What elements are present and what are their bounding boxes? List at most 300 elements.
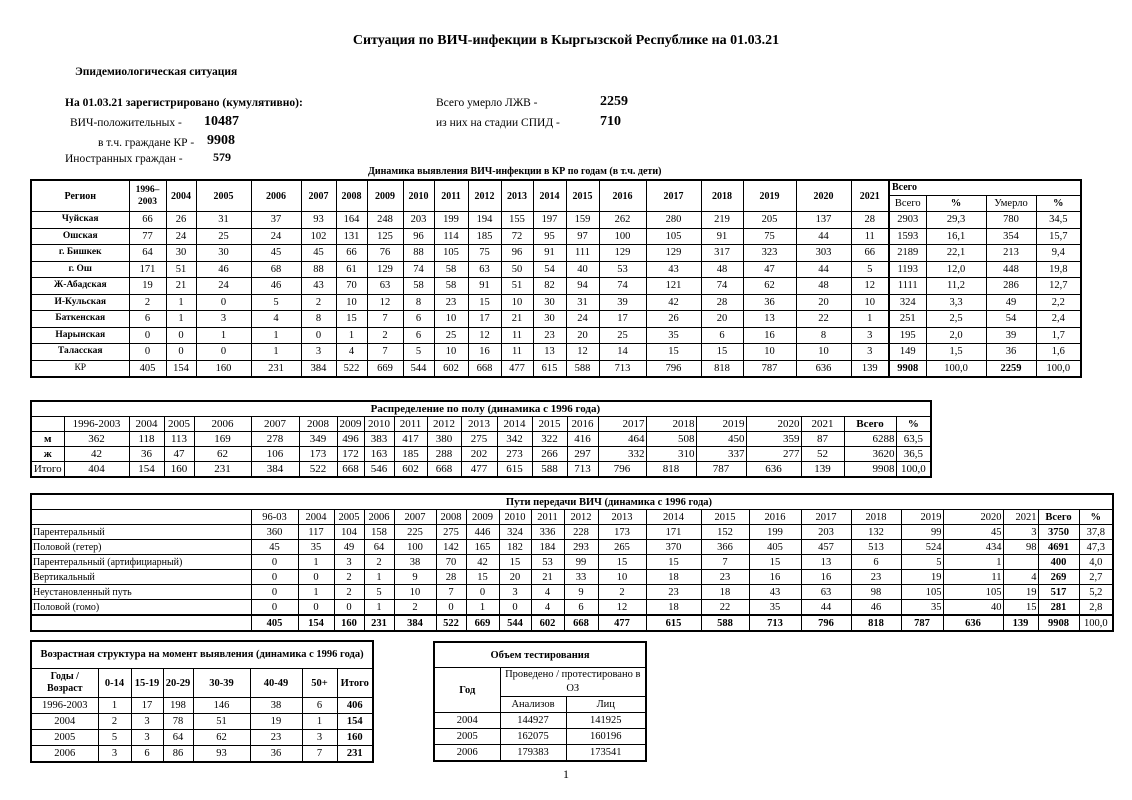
sex-value: 275 bbox=[461, 432, 497, 447]
sex-value: 310 bbox=[646, 447, 696, 462]
region-total-value: 12,7 bbox=[1036, 278, 1081, 295]
region-year-value: 164 bbox=[336, 212, 367, 229]
region-year-value: 13 bbox=[533, 344, 566, 361]
transmission-value: 42 bbox=[466, 555, 499, 570]
sex-value: 615 bbox=[497, 462, 532, 478]
transmission-value: 158 bbox=[364, 525, 394, 540]
transmission-value: 370 bbox=[646, 540, 701, 555]
region-header: Регион bbox=[31, 180, 129, 212]
region-total-value: 324 bbox=[889, 294, 926, 311]
transmission-value: 0 bbox=[251, 585, 298, 600]
region-year-value: 63 bbox=[468, 261, 501, 278]
age-year: 2006 bbox=[31, 746, 98, 763]
region-year-value: 155 bbox=[501, 212, 533, 229]
region-year-value: 51 bbox=[501, 278, 533, 295]
testing-year: 2005 bbox=[434, 729, 500, 745]
region-year-value: 15 bbox=[336, 311, 367, 328]
transmission-row bbox=[31, 585, 1113, 600]
year-header: 1996-2003 bbox=[64, 417, 129, 432]
transmission-value bbox=[1003, 555, 1038, 570]
region-year-value: 30 bbox=[196, 245, 251, 262]
empty-cell bbox=[31, 510, 251, 525]
year-header: 2015 bbox=[566, 180, 599, 212]
transmission-year-total: 160 bbox=[334, 615, 364, 631]
transmission-value: 152 bbox=[701, 525, 749, 540]
region-year-value: 10 bbox=[796, 344, 851, 361]
transmission-value: 16 bbox=[749, 570, 801, 585]
sex-value: 380 bbox=[427, 432, 461, 447]
region-year-value: 24 bbox=[566, 311, 599, 328]
region-total-value: 9908 bbox=[889, 360, 926, 377]
region-year-value: 8 bbox=[403, 294, 434, 311]
transmission-year-total: 615 bbox=[646, 615, 701, 631]
testing-persons: 141925 bbox=[566, 713, 646, 729]
age-value: 78 bbox=[163, 714, 193, 730]
sex-pct: 100,0 bbox=[896, 462, 931, 478]
region-year-value: 24 bbox=[166, 228, 196, 245]
region-year-value: 11 bbox=[501, 327, 533, 344]
region-year-value: 24 bbox=[196, 278, 251, 295]
region-total-value: 11,2 bbox=[926, 278, 986, 295]
transmission-value: 98 bbox=[851, 585, 901, 600]
region-row bbox=[31, 228, 1081, 245]
region-year-value: 4 bbox=[251, 311, 301, 328]
transmission-year-total: 154 bbox=[298, 615, 334, 631]
region-total-value: 12,0 bbox=[926, 261, 986, 278]
region-year-value: 13 bbox=[743, 311, 796, 328]
transmission-value: 405 bbox=[749, 540, 801, 555]
transmission-value: 45 bbox=[943, 525, 1003, 540]
region-year-value: 23 bbox=[533, 327, 566, 344]
sex-value: 508 bbox=[646, 432, 696, 447]
transmission-value: 4 bbox=[531, 585, 564, 600]
age-header: 40-49 bbox=[250, 669, 302, 698]
transmission-value: 3 bbox=[499, 585, 531, 600]
transmission-value: 53 bbox=[531, 555, 564, 570]
year-header: 2010 bbox=[364, 417, 394, 432]
year-header: 2010 bbox=[403, 180, 434, 212]
sex-value: 668 bbox=[337, 462, 364, 478]
year-header: 2008 bbox=[299, 417, 337, 432]
region-year-value: 26 bbox=[166, 212, 196, 229]
sex-value: 546 bbox=[364, 462, 394, 478]
region-year-value: 93 bbox=[301, 212, 336, 229]
year-header: 2004 bbox=[166, 180, 196, 212]
transmission-value: 45 bbox=[251, 540, 298, 555]
region-year-value: 14 bbox=[599, 344, 646, 361]
transmission-value: 2 bbox=[598, 585, 646, 600]
region-year-value: 10 bbox=[851, 294, 889, 311]
empty-cell bbox=[31, 417, 64, 432]
foreign-label: Иностранных граждан - bbox=[65, 153, 183, 165]
age-value: 62 bbox=[193, 730, 250, 746]
region-year-value: 5 bbox=[403, 344, 434, 361]
registered-label: На 01.03.21 зарегистрировано (кумулятивно): bbox=[65, 97, 303, 109]
region-total-value: 29,3 bbox=[926, 212, 986, 229]
sex-value: 337 bbox=[696, 447, 746, 462]
region-total-value: 2,5 bbox=[926, 311, 986, 328]
region-year-value: 12 bbox=[367, 294, 403, 311]
region-year-value: 6 bbox=[403, 327, 434, 344]
year-header: 2014 bbox=[533, 180, 566, 212]
age-total: 231 bbox=[337, 746, 373, 763]
transmission-value: 524 bbox=[901, 540, 943, 555]
year-header: 2005 bbox=[196, 180, 251, 212]
transmission-value: 1 bbox=[298, 585, 334, 600]
region-year-value: 615 bbox=[533, 360, 566, 377]
region-year-value: 1 bbox=[251, 344, 301, 361]
testing-sub-header: Анализов bbox=[500, 697, 566, 713]
transmission-value: 0 bbox=[334, 600, 364, 616]
year-header: 2011 bbox=[394, 417, 427, 432]
transmission-value: 0 bbox=[466, 585, 499, 600]
sex-value: 464 bbox=[598, 432, 646, 447]
year-header: 2008 bbox=[436, 510, 466, 525]
region-year-value: 25 bbox=[196, 228, 251, 245]
region-year-value: 405 bbox=[129, 360, 166, 377]
transmission-value: 132 bbox=[851, 525, 901, 540]
sex-value: 818 bbox=[646, 462, 696, 478]
transmission-value: 98 bbox=[1003, 540, 1038, 555]
year-header: 2016 bbox=[567, 417, 598, 432]
region-year-value: 3 bbox=[851, 327, 889, 344]
sex-value: 163 bbox=[364, 447, 394, 462]
transmission-total-header: Всего bbox=[1038, 510, 1079, 525]
transmission-value: 228 bbox=[564, 525, 598, 540]
region-total-value: 54 bbox=[986, 311, 1036, 328]
sex-label: Итого bbox=[31, 462, 64, 478]
transmission-value: 3 bbox=[334, 555, 364, 570]
region-year-value: 111 bbox=[566, 245, 599, 262]
transmission-value: 70 bbox=[436, 555, 466, 570]
region-year-value: 154 bbox=[166, 360, 196, 377]
region-year-value: 96 bbox=[403, 228, 434, 245]
transmission-value: 23 bbox=[851, 570, 901, 585]
transmission-route-label: Неустановленный путь bbox=[31, 585, 251, 600]
age-row bbox=[31, 730, 373, 746]
transmission-value: 7 bbox=[436, 585, 466, 600]
region-year-value: 6 bbox=[403, 311, 434, 328]
age-value: 23 bbox=[250, 730, 302, 746]
testing-year: 2006 bbox=[434, 745, 500, 762]
region-name: Ошская bbox=[31, 228, 129, 245]
sex-value: 113 bbox=[164, 432, 194, 447]
sex-value: 202 bbox=[461, 447, 497, 462]
transmission-value: 49 bbox=[334, 540, 364, 555]
region-year-value: 522 bbox=[336, 360, 367, 377]
region-year-value: 24 bbox=[251, 228, 301, 245]
year-header: 2015 bbox=[701, 510, 749, 525]
regions-table bbox=[30, 179, 1082, 378]
region-total-value: 2,2 bbox=[1036, 294, 1081, 311]
transmission-value: 35 bbox=[901, 600, 943, 616]
transmission-value: 15 bbox=[646, 555, 701, 570]
region-year-value: 12 bbox=[468, 327, 501, 344]
corner-header: Годы / Возраст bbox=[31, 669, 98, 698]
region-total-value: 448 bbox=[986, 261, 1036, 278]
year-header: 2012 bbox=[468, 180, 501, 212]
transmission-year-total: 636 bbox=[943, 615, 1003, 631]
region-year-value: 26 bbox=[646, 311, 701, 328]
transmission-value: 446 bbox=[466, 525, 499, 540]
testing-group-header: Проведено / протестировано в ОЗ bbox=[500, 668, 646, 697]
region-name: Чуйская bbox=[31, 212, 129, 229]
region-name: И-Кульская bbox=[31, 294, 129, 311]
region-year-value: 2 bbox=[301, 294, 336, 311]
sex-value: 713 bbox=[567, 462, 598, 478]
region-row bbox=[31, 294, 1081, 311]
age-table bbox=[30, 640, 374, 763]
transmission-value: 20 bbox=[499, 570, 531, 585]
year-header: 2017 bbox=[801, 510, 851, 525]
sex-pct: 63,5 bbox=[896, 432, 931, 447]
transmission-value: 1 bbox=[298, 555, 334, 570]
region-year-value: 317 bbox=[701, 245, 743, 262]
region-year-value: 787 bbox=[743, 360, 796, 377]
age-value: 7 bbox=[302, 746, 337, 763]
age-value: 3 bbox=[131, 714, 163, 730]
year-header: 2017 bbox=[598, 417, 646, 432]
transmission-value: 43 bbox=[749, 585, 801, 600]
transmission-value: 63 bbox=[801, 585, 851, 600]
region-year-value: 48 bbox=[701, 261, 743, 278]
region-year-value: 205 bbox=[743, 212, 796, 229]
transmission-value: 0 bbox=[251, 600, 298, 616]
region-total-value: 1,5 bbox=[926, 344, 986, 361]
region-year-value: 51 bbox=[166, 261, 196, 278]
transmission-year-total: 668 bbox=[564, 615, 598, 631]
year-header: 2016 bbox=[749, 510, 801, 525]
testing-sub-header: Лиц bbox=[566, 697, 646, 713]
region-year-value: 129 bbox=[367, 261, 403, 278]
sex-value: 106 bbox=[251, 447, 299, 462]
section-subtitle: Эпидемиологическая ситуация bbox=[75, 66, 238, 78]
sex-value: 185 bbox=[394, 447, 427, 462]
year-header: 2018 bbox=[701, 180, 743, 212]
transmission-value: 5 bbox=[901, 555, 943, 570]
region-total-value: 16,1 bbox=[926, 228, 986, 245]
region-total-value: 251 bbox=[889, 311, 926, 328]
year-header: 2007 bbox=[394, 510, 436, 525]
transmission-value: 9 bbox=[394, 570, 436, 585]
sex-value: 297 bbox=[567, 447, 598, 462]
region-year-value: 74 bbox=[403, 261, 434, 278]
region-year-value: 58 bbox=[434, 278, 468, 295]
sex-value: 169 bbox=[194, 432, 251, 447]
transmission-value: 2 bbox=[394, 600, 436, 616]
year-header: 2013 bbox=[501, 180, 533, 212]
transmission-row bbox=[31, 570, 1113, 585]
region-year-value: 88 bbox=[301, 261, 336, 278]
region-year-value: 100 bbox=[599, 228, 646, 245]
region-year-value: 28 bbox=[851, 212, 889, 229]
region-year-value: 12 bbox=[566, 344, 599, 361]
sex-value: 417 bbox=[394, 432, 427, 447]
region-year-value: 64 bbox=[129, 245, 166, 262]
age-value: 1 bbox=[98, 698, 131, 714]
age-value: 146 bbox=[193, 698, 250, 714]
sex-row bbox=[31, 432, 931, 447]
region-year-value: 818 bbox=[701, 360, 743, 377]
transmission-year-total: 818 bbox=[851, 615, 901, 631]
region-year-value: 31 bbox=[566, 294, 599, 311]
sex-total-header: Всего bbox=[844, 417, 896, 432]
transmission-value: 44 bbox=[801, 600, 851, 616]
sex-value: 384 bbox=[251, 462, 299, 478]
region-total-value: 100,0 bbox=[926, 360, 986, 377]
region-year-value: 602 bbox=[434, 360, 468, 377]
region-year-value: 30 bbox=[166, 245, 196, 262]
age-header: 30-39 bbox=[193, 669, 250, 698]
region-year-value: 3 bbox=[301, 344, 336, 361]
testing-year: 2004 bbox=[434, 713, 500, 729]
empty-cell bbox=[31, 615, 251, 631]
sex-value: 160 bbox=[164, 462, 194, 478]
region-year-value: 35 bbox=[646, 327, 701, 344]
region-year-value: 197 bbox=[533, 212, 566, 229]
testing-table bbox=[433, 641, 647, 762]
region-row bbox=[31, 344, 1081, 361]
region-name: Нарынская bbox=[31, 327, 129, 344]
testing-persons: 160196 bbox=[566, 729, 646, 745]
region-year-value: 1 bbox=[251, 327, 301, 344]
sex-table bbox=[30, 400, 932, 478]
region-row bbox=[31, 212, 1081, 229]
region-year-value: 20 bbox=[566, 327, 599, 344]
aids-value: 710 bbox=[600, 114, 621, 129]
transmission-value: 38 bbox=[394, 555, 436, 570]
transmission-total: 4691 bbox=[1038, 540, 1079, 555]
transmission-value: 18 bbox=[646, 600, 701, 616]
region-year-value: 91 bbox=[533, 245, 566, 262]
region-year-value: 248 bbox=[367, 212, 403, 229]
region-year-value: 82 bbox=[533, 278, 566, 295]
age-header: 0-14 bbox=[98, 669, 131, 698]
transmission-value: 165 bbox=[466, 540, 499, 555]
sex-value: 173 bbox=[299, 447, 337, 462]
region-year-value: 796 bbox=[646, 360, 701, 377]
transmission-value: 6 bbox=[851, 555, 901, 570]
sex-value: 231 bbox=[194, 462, 251, 478]
sex-value: 359 bbox=[746, 432, 801, 447]
transmission-value: 2 bbox=[364, 555, 394, 570]
year-header: 2014 bbox=[497, 417, 532, 432]
transmission-row bbox=[31, 525, 1113, 540]
sex-value: 636 bbox=[746, 462, 801, 478]
total-group-header: Всего bbox=[889, 180, 1081, 195]
transmission-year-total: 787 bbox=[901, 615, 943, 631]
transmission-value: 18 bbox=[701, 585, 749, 600]
region-year-value: 10 bbox=[434, 311, 468, 328]
year-header: 2004 bbox=[298, 510, 334, 525]
region-year-value: 68 bbox=[251, 261, 301, 278]
region-year-value: 75 bbox=[468, 245, 501, 262]
year-header: 2007 bbox=[301, 180, 336, 212]
year-header: 2018 bbox=[646, 417, 696, 432]
region-year-value: 129 bbox=[599, 245, 646, 262]
region-row bbox=[31, 278, 1081, 295]
region-year-value: 0 bbox=[166, 344, 196, 361]
transmission-value: 1 bbox=[466, 600, 499, 616]
region-year-value: 50 bbox=[501, 261, 533, 278]
age-row bbox=[31, 714, 373, 730]
year-header: 2015 bbox=[532, 417, 567, 432]
age-row bbox=[31, 746, 373, 763]
region-year-value: 74 bbox=[599, 278, 646, 295]
region-year-value: 17 bbox=[599, 311, 646, 328]
transmission-value: 1 bbox=[364, 570, 394, 585]
transmission-value: 16 bbox=[801, 570, 851, 585]
region-year-value: 77 bbox=[129, 228, 166, 245]
transmission-value: 513 bbox=[851, 540, 901, 555]
region-year-value: 44 bbox=[796, 261, 851, 278]
transmission-value: 9 bbox=[564, 585, 598, 600]
region-year-value: 75 bbox=[743, 228, 796, 245]
region-total-value: 2,0 bbox=[926, 327, 986, 344]
transmission-year-total: 796 bbox=[801, 615, 851, 631]
region-total-value: 2,4 bbox=[1036, 311, 1081, 328]
region-year-value: 121 bbox=[646, 278, 701, 295]
region-year-value: 0 bbox=[196, 344, 251, 361]
transmission-value: 10 bbox=[394, 585, 436, 600]
transmission-value: 225 bbox=[394, 525, 436, 540]
sex-pct-header: % bbox=[896, 417, 931, 432]
transmission-value: 3 bbox=[1003, 525, 1038, 540]
transmission-value: 15 bbox=[749, 555, 801, 570]
region-year-value: 25 bbox=[434, 327, 468, 344]
region-year-value: 125 bbox=[367, 228, 403, 245]
year-header: 2014 bbox=[646, 510, 701, 525]
age-value: 198 bbox=[163, 698, 193, 714]
region-year-value: 10 bbox=[434, 344, 468, 361]
transmission-year-total: 602 bbox=[531, 615, 564, 631]
region-year-value: 76 bbox=[367, 245, 403, 262]
region-year-value: 43 bbox=[646, 261, 701, 278]
region-total-value: 1,6 bbox=[1036, 344, 1081, 361]
year-header: 2008 bbox=[336, 180, 367, 212]
transmission-value: 7 bbox=[701, 555, 749, 570]
region-year-value: 46 bbox=[251, 278, 301, 295]
region-year-value: 105 bbox=[646, 228, 701, 245]
testing-year-header: Год bbox=[434, 668, 500, 713]
transmission-header-row bbox=[31, 510, 1113, 525]
year-header: 2009 bbox=[337, 417, 364, 432]
transmission-value: 4 bbox=[1003, 570, 1038, 585]
total-sub-header: Умерло bbox=[986, 195, 1036, 212]
transmission-value: 182 bbox=[499, 540, 531, 555]
region-year-value: 8 bbox=[301, 311, 336, 328]
transmission-value: 275 bbox=[436, 525, 466, 540]
region-year-value: 54 bbox=[533, 261, 566, 278]
region-year-value: 47 bbox=[743, 261, 796, 278]
region-name: Баткенская bbox=[31, 311, 129, 328]
region-year-value: 46 bbox=[196, 261, 251, 278]
region-total-value: 100,0 bbox=[1036, 360, 1081, 377]
region-name: г. Ош bbox=[31, 261, 129, 278]
hiv-positive-value: 10487 bbox=[204, 114, 239, 129]
year-header: 1996–2003 bbox=[129, 180, 166, 212]
region-year-value: 10 bbox=[501, 294, 533, 311]
region-year-value: 37 bbox=[251, 212, 301, 229]
region-year-value: 12 bbox=[851, 278, 889, 295]
region-total-value: 286 bbox=[986, 278, 1036, 295]
year-header: 2009 bbox=[466, 510, 499, 525]
region-year-value: 105 bbox=[434, 245, 468, 262]
sex-value: 416 bbox=[567, 432, 598, 447]
region-year-value: 131 bbox=[336, 228, 367, 245]
year-header: 2019 bbox=[901, 510, 943, 525]
region-total-value: 15,7 bbox=[1036, 228, 1081, 245]
